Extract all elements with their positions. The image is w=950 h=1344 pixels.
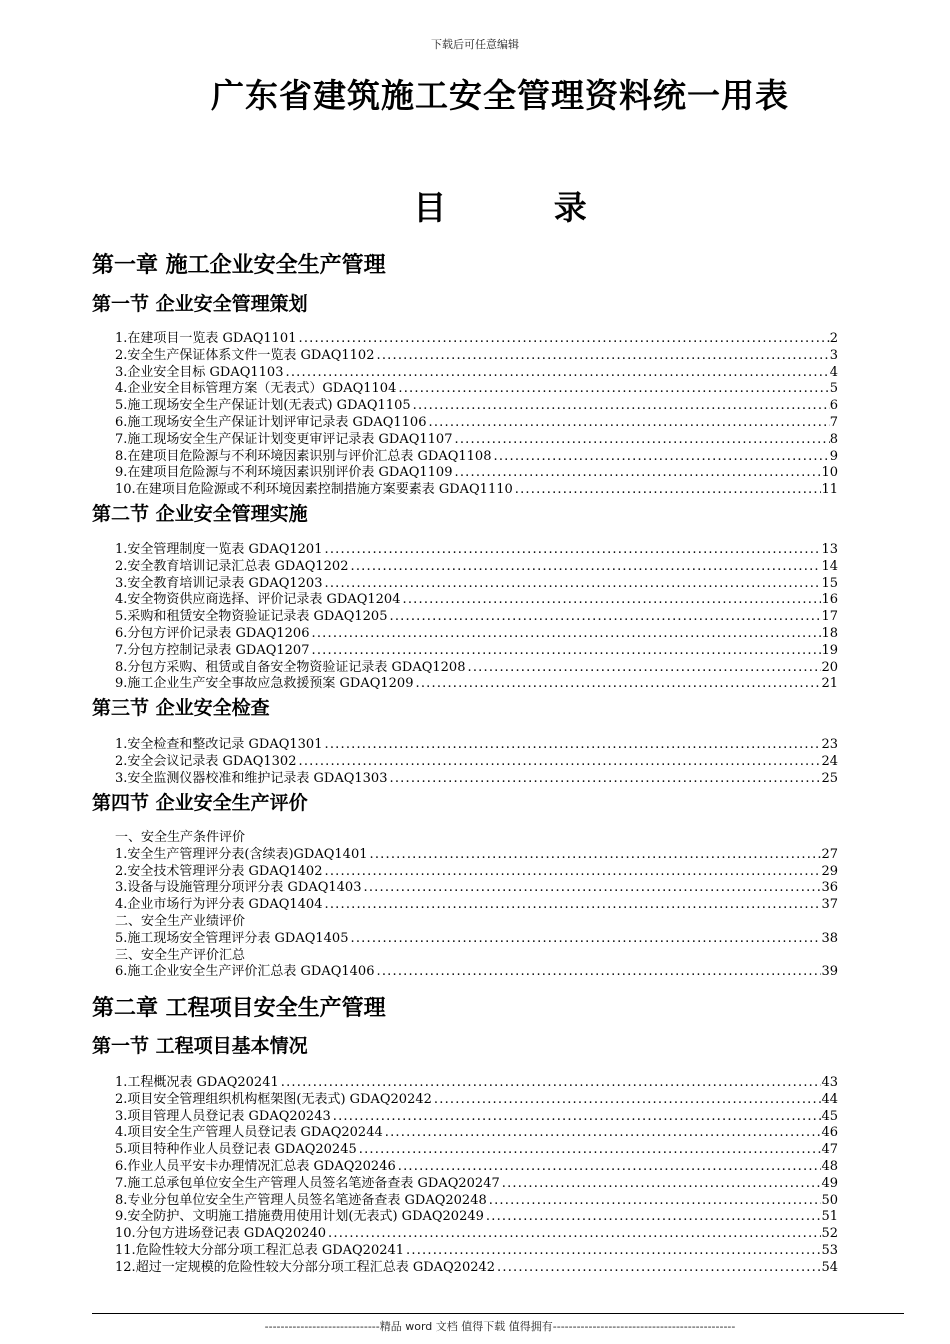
dot-leader [396,381,829,398]
toc-entry[interactable] [115,1260,838,1277]
entry-number: 5. [115,1142,128,1158]
entry-text: 项目安全生产管理人员登记表 GDAQ20244 [127,1125,383,1141]
toc-entry[interactable] [115,609,838,626]
entry-text: 项目特种作业人员登记表 GDAQ20245 [127,1142,357,1158]
entry-page: 6 [829,398,838,414]
entry-page: 49 [821,1175,838,1191]
toc-entry[interactable] [115,626,838,643]
entry-number: 2. [115,558,128,574]
entry-number: 10. [115,482,136,498]
entry-number: 7. [115,1175,128,1191]
entry-page: 14 [821,558,838,574]
entry-number: 8. [115,1192,128,1208]
entry-number: 1. [115,331,128,346]
entry-page: 17 [821,609,838,625]
entry-page: 27 [821,846,838,862]
entry-text: 施工现场安全生产保证计划变更审评记录表 GDAQ1107 [127,431,453,447]
entry-text: 施工现场安全生产保证计划(无表式) GDAQ1105 [127,398,411,414]
toc-entry[interactable] [115,1142,838,1159]
toc-entry[interactable] [115,897,838,914]
chapter-2-section-1-title: 第一节 工程项目基本情况 [92,1035,308,1057]
toc-entry[interactable] [115,771,838,788]
dot-leader [452,465,821,482]
toc-list-c1-s1 [115,331,838,499]
entry-text: 在建项目一览表 GDAQ1101 [127,331,297,346]
toc-entry[interactable] [115,1075,838,1092]
entry-page: 23 [821,737,838,752]
entry-number: 3. [115,880,128,896]
chapter-1-section-2-title: 第二节 企业安全管理实施 [92,503,308,525]
document-title: 广东省建筑施工安全管理资料统一用表 [211,76,789,115]
entry-text: 安全检查和整改记录 GDAQ1301 [127,737,323,752]
entry-page: 25 [821,770,838,786]
dot-leader [484,1209,822,1226]
entry-page: 47 [821,1142,838,1158]
entry-page: 24 [821,753,838,769]
dot-leader [357,1142,822,1159]
toc-list-c2-s1 [115,1075,838,1277]
toc-list-c1-s3 [115,737,838,787]
dot-leader [296,754,821,771]
toc-entry[interactable] [115,1092,838,1109]
toc-entry[interactable] [115,576,838,593]
entry-page: 5 [829,381,838,397]
entry-text: 施工企业安全生产评价汇总表 GDAQ1406 [127,964,375,980]
toc-entry[interactable] [115,660,838,677]
chapter-1-section-1-title: 第一节 企业安全管理策划 [92,293,308,315]
entry-text: 安全防护、文明施工措施费用使用计划(无表式) GDAQ20249 [127,1209,484,1225]
dot-leader [309,643,821,660]
entry-text: 安全教育培训记录表 GDAQ1203 [127,575,323,591]
dot-leader [400,592,821,609]
entry-page: 21 [821,676,838,692]
dot-leader [348,559,821,576]
entry-text: 作业人员平安卡办理情况汇总表 GDAQ20246 [127,1158,396,1174]
entry-number: 9. [115,465,128,481]
toc-entry[interactable] [115,864,838,881]
dot-leader [432,1092,822,1109]
entry-text: 企业安全目标 GDAQ1103 [127,364,284,380]
entry-number: 6. [115,1158,128,1174]
entry-number: 8. [115,659,128,675]
dot-leader [374,348,829,365]
entry-text: 安全教育培训记录汇总表 GDAQ1202 [127,558,349,574]
entry-number: 9. [115,676,128,692]
entry-text: 在建项目危险源与不利环境因素识别评价表 GDAQ1109 [127,465,453,481]
chapter-2-title: 第二章 工程项目安全生产管理 [92,996,386,1021]
entry-text: 设备与设施管理分项评分表 GDAQ1403 [127,880,362,896]
dot-leader [495,1260,821,1277]
entry-page: 7 [829,414,838,430]
toc-entry[interactable] [115,381,838,398]
entry-number: 6. [115,625,128,641]
dot-leader [368,847,822,864]
entry-page: 3 [829,347,838,363]
entry-text: 分包方控制记录表 GDAQ1207 [127,642,310,658]
dot-leader [322,576,821,593]
entry-number: 3. [115,770,128,786]
dot-leader [309,626,821,643]
entry-page: 19 [821,642,838,658]
entry-text: 施工现场安全生产保证计划评审记录表 GDAQ1106 [127,414,427,430]
toc-list-c1-s4 [115,830,838,981]
dot-leader [279,1075,822,1092]
entry-text: 超过一定规模的危险性较大分部分项工程汇总表 GDAQ20242 [135,1259,496,1275]
dot-leader [500,1176,822,1193]
toc-entry[interactable] [115,1226,838,1243]
entry-page: 10 [821,465,838,481]
entry-page: 15 [821,575,838,591]
toc-entry[interactable] [115,449,838,466]
toc-entry[interactable] [115,542,838,559]
entry-page: 38 [821,930,838,946]
dot-leader [513,482,822,499]
entry-text: 工程概况表 GDAQ20241 [127,1075,279,1090]
entry-text: 企业安全目标管理方案（无表式）GDAQ1104 [127,381,397,397]
entry-text: 安全物资供应商选择、评价记录表 GDAQ1204 [127,592,401,608]
entry-text: 分包方进场登记表 GDAQ20240 [135,1226,327,1242]
dot-leader [326,1226,821,1243]
entry-number: 2. [115,753,128,769]
dot-leader [465,660,821,677]
entry-page: 8 [829,431,838,447]
entry-number: 7. [115,431,128,447]
chapter-1-title: 第一章 施工企业安全生产管理 [92,253,386,278]
entry-text: 安全监测仪器校准和维护记录表 GDAQ1303 [127,770,388,786]
dot-leader [413,676,821,693]
entry-number: 6. [115,414,128,430]
entry-page: 9 [829,448,838,464]
entry-text: 分包方采购、租赁或自备安全物资验证记录表 GDAQ1208 [127,659,466,675]
entry-text: 施工总承包单位安全生产管理人员签名笔迹备查表 GDAQ20247 [127,1175,500,1191]
entry-text: 安全技术管理评分表 GDAQ1402 [127,863,323,879]
toc-entry[interactable] [115,1193,838,1210]
chapter-1-section-4-title: 第四节 企业安全生产评价 [92,792,308,814]
entry-number: 2. [115,863,128,879]
toc-entry[interactable] [115,676,838,693]
dot-leader [331,1109,822,1126]
toc-entry[interactable] [115,432,838,449]
footer-divider [92,1313,904,1314]
toc-entry[interactable] [115,847,838,864]
dot-leader [396,1159,822,1176]
entry-number: 5. [115,609,128,625]
toc-entry[interactable] [115,365,838,382]
toc-entry[interactable] [115,754,838,771]
entry-number: 2. [115,1091,128,1107]
entry-text: 分包方评价记录表 GDAQ1206 [127,625,310,641]
entry-number: 1. [115,1075,128,1090]
entry-number: 7. [115,642,128,658]
entry-number: 6. [115,964,128,980]
entry-page: 45 [821,1108,838,1124]
entry-text: 危险性较大分部分项工程汇总表 GDAQ20241 [135,1242,405,1258]
toc-heading: 目 录 [413,188,635,227]
dot-leader [348,931,821,948]
dot-leader [452,432,829,449]
dot-leader [322,737,821,754]
toc-entry[interactable] [115,465,838,482]
entry-text: 安全管理制度一览表 GDAQ1201 [127,542,323,557]
entry-number: 4. [115,897,128,913]
toc-entry[interactable] [115,1159,838,1176]
entry-number: 5. [115,930,128,946]
entry-text: 项目安全管理组织机构框架图(无表式) GDAQ20242 [127,1091,432,1107]
dot-leader [283,365,829,382]
entry-number: 9. [115,1209,128,1225]
toc-entry[interactable] [115,964,838,981]
dot-leader [322,897,821,914]
entry-page: 39 [821,964,838,980]
entry-number: 11. [115,1242,136,1258]
header-note: 下载后可任意编辑 [431,38,519,51]
entry-number: 3. [115,1108,128,1124]
toc-entry[interactable] [115,482,838,499]
dot-leader [491,449,829,466]
dot-leader [404,1243,821,1260]
entry-text: 在建项目危险源与不利环境因素识别与评价汇总表 GDAQ1108 [127,448,492,464]
toc-entry[interactable] [115,1109,838,1126]
toc-entry[interactable] [115,880,838,897]
toc-entry[interactable] [115,643,838,660]
dot-leader [383,1125,822,1142]
footer-note: -----------------------------精品 word 文档 值得下载 值得拥有---------------------------------------------- [264,1320,736,1333]
entry-page: 16 [821,592,838,608]
entry-number: 8. [115,448,128,464]
entry-page: 54 [821,1259,838,1275]
toc-entry[interactable] [115,331,838,348]
toc-entry[interactable] [115,1243,838,1260]
entry-number: 4. [115,381,128,397]
entry-page: 50 [821,1192,838,1208]
entry-page: 20 [821,659,838,675]
entry-number: 4. [115,1125,128,1141]
entry-page: 18 [821,625,838,641]
dot-leader [361,880,821,897]
entry-page: 43 [821,1075,838,1090]
entry-number: 5. [115,398,128,414]
entry-page: 11 [821,482,838,498]
entry-text: 在建项目危险源或不利环境因素控制措施方案要素表 GDAQ1110 [135,482,513,498]
dot-leader [322,542,821,559]
chapter-1-section-3-title: 第三节 企业安全检查 [92,697,270,719]
entry-text: 专业分包单位安全生产管理人员签名笔迹备查表 GDAQ20248 [127,1192,487,1208]
toc-entry[interactable] [115,1209,838,1226]
toc-entry[interactable] [115,398,838,415]
entry-text: 项目管理人员登记表 GDAQ20243 [127,1108,331,1124]
dot-leader [487,1193,822,1210]
subsection-heading: 二、安全生产业绩评价 [115,913,246,929]
entry-page: 53 [821,1242,838,1258]
entry-number: 1. [115,737,128,752]
toc-entry[interactable] [115,737,838,754]
entry-text: 施工现场安全管理评分表 GDAQ1405 [127,930,349,946]
subsection-heading: 三、安全生产评价汇总 [115,947,246,963]
entry-number: 12. [115,1259,136,1275]
toc-entry[interactable] [115,559,838,576]
dot-leader [322,864,821,881]
subsection-heading: 一、安全生产条件评价 [115,830,246,845]
entry-text: 施工企业生产安全事故应急救援预案 GDAQ1209 [127,676,414,692]
entry-page: 13 [821,542,838,557]
entry-page: 48 [821,1158,838,1174]
entry-text: 企业市场行为评分表 GDAQ1404 [127,897,323,913]
entry-text: 采购和租赁安全物资验证记录表 GDAQ1205 [127,609,388,625]
dot-leader [387,609,821,626]
dot-leader [296,331,829,348]
entry-page: 37 [821,897,838,913]
toc-entry[interactable] [115,931,838,948]
dot-leader [387,771,821,788]
toc-entry[interactable] [115,1125,838,1142]
entry-page: 46 [821,1125,838,1141]
entry-number: 3. [115,575,128,591]
entry-page: 36 [821,880,838,896]
toc-list-c1-s2 [115,542,838,693]
dot-leader [426,415,829,432]
entry-page: 52 [821,1226,838,1242]
toc-entry[interactable] [115,592,838,609]
entry-number: 10. [115,1226,136,1242]
entry-text: 安全会议记录表 GDAQ1302 [127,753,297,769]
dot-leader [411,398,830,415]
entry-page: 2 [829,331,838,346]
entry-page: 44 [821,1091,838,1107]
entry-page: 4 [829,364,838,380]
entry-page: 29 [821,863,838,879]
dot-leader [374,964,821,981]
toc-entry[interactable] [115,1176,838,1193]
entry-text: 安全生产管理评分表(含续表)GDAQ1401 [127,846,368,862]
toc-entry[interactable] [115,415,838,432]
entry-text: 安全生产保证体系文件一览表 GDAQ1102 [127,347,375,363]
entry-number: 1. [115,846,128,862]
entry-number: 4. [115,592,128,608]
entry-number: 2. [115,347,128,363]
toc-entry[interactable] [115,348,838,365]
entry-number: 1. [115,542,128,557]
entry-page: 51 [821,1209,838,1225]
entry-number: 3. [115,364,128,380]
